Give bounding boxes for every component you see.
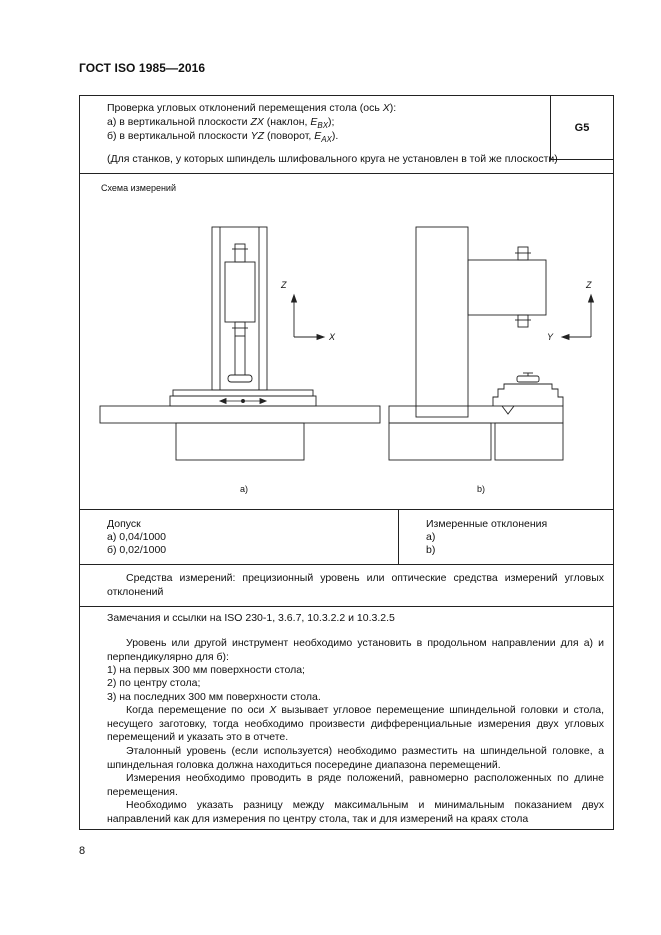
measured-title: Измеренные отклонения [426,518,548,530]
guideway-v [502,406,514,414]
notes-p2: Когда перемещение по оси X вызывает угловое перемещение шпиндельной головки и стола, несущего заготовку, тогда необходимо произвести дифференциальные измерения двух угловых перемещений и указать это в отчете. [107,704,605,743]
spindle-top-side [518,247,528,260]
diagram-label-a: а) [240,484,249,494]
notes-p3: Эталонный уровень (если используется) необходимо разместить на шпиндельной головке, а шпиндельная головка должна находиться посередине диапазона перемещений. [107,745,604,771]
notes-p1: Уровень или другой инструмент необходимо установить в продольном направлении для а) и перпендикулярно для б): [107,637,604,663]
rule-tolerance-split [398,509,399,564]
base-table-side [495,423,563,460]
base-column-side [389,423,491,460]
check-item-b: б) в вертикальной плоскости YZ (поворот, $E_{AX}$). [107,130,339,145]
bed-side [389,406,563,423]
spindle-bottom-front [235,322,245,336]
table-top-front [173,390,313,396]
notes-p4: Измерения необходимо проводить в ряде положений, равномерно расположенных по длине перемещения. [107,772,604,798]
check-sheet-table [79,95,614,830]
axes-front [292,295,325,340]
spindle-bottom-side [518,315,528,327]
notes-list-item: 2) по центру стола; [107,677,201,689]
level-front [228,375,252,382]
rule-diagram [80,509,613,510]
notes-list-item: 1) на первых 300 мм поверхности стола; [107,664,305,676]
check-item-a: а) в вертикальной плоскости ZX (наклон, $E_{BX}$); [107,116,335,131]
tolerance-b: б) 0,02/1000 [107,544,167,556]
table-movement-arrow [220,399,266,404]
spindle-top-front [235,244,245,262]
notes-p5: Необходимо указать разницу между максимальным и минимальным показанием двух направлений как для измерения по центру стола, так и для измерений на краях стола [107,799,604,825]
tolerance-a: а) 0,04/1000 [107,531,166,543]
diagram-caption: Схема измерений [101,183,176,193]
rule-title [80,173,613,174]
bed-front [100,406,380,423]
measurement-diagram [80,187,613,507]
diagram-label-b: b) [477,484,486,494]
side-view-machine [389,227,563,460]
axis-label-y-side: Y [547,332,554,342]
base-front [176,423,304,460]
measured-a: а) [426,531,436,543]
column-side [416,227,468,417]
document-header: ГОСТ ISO 1985—2016 [79,61,206,75]
rule-code-bottom [550,159,613,160]
notes-list-item: 3) на последних 300 мм поверхности стола. [107,691,321,703]
notes-heading: Замечания и ссылки на ISO 230-1, 3.6.7, 10.3.2.2 и 10.3.2.5 [107,612,395,624]
axis-label-z-side: Z [586,280,592,290]
rule-tolerance [80,564,613,565]
instruments-text: Средства измерений: прецизионный уровень или оптические средства измерений угловых отклонений [107,572,604,598]
tolerance-title: Допуск [107,518,141,530]
front-view-machine [100,227,380,460]
level-side [517,376,539,382]
rule-instruments [80,606,613,607]
axis-label-z-front: Z [281,280,287,290]
check-code: G5 [574,121,590,134]
measured-b: b) [426,544,436,556]
spindle-head-side [468,260,546,315]
page-number: 8 [79,845,86,857]
table-side [493,384,563,406]
axis-label-x-front: X [329,332,336,342]
axes-side [562,295,594,340]
spindle-head-front [225,262,255,322]
check-note: (Для станков, у которых шпиндель шлифовального круга не установлен в той же плоскости) [107,153,558,165]
check-title: Проверка угловых отклонений перемещения стола (ось X): [107,102,397,114]
